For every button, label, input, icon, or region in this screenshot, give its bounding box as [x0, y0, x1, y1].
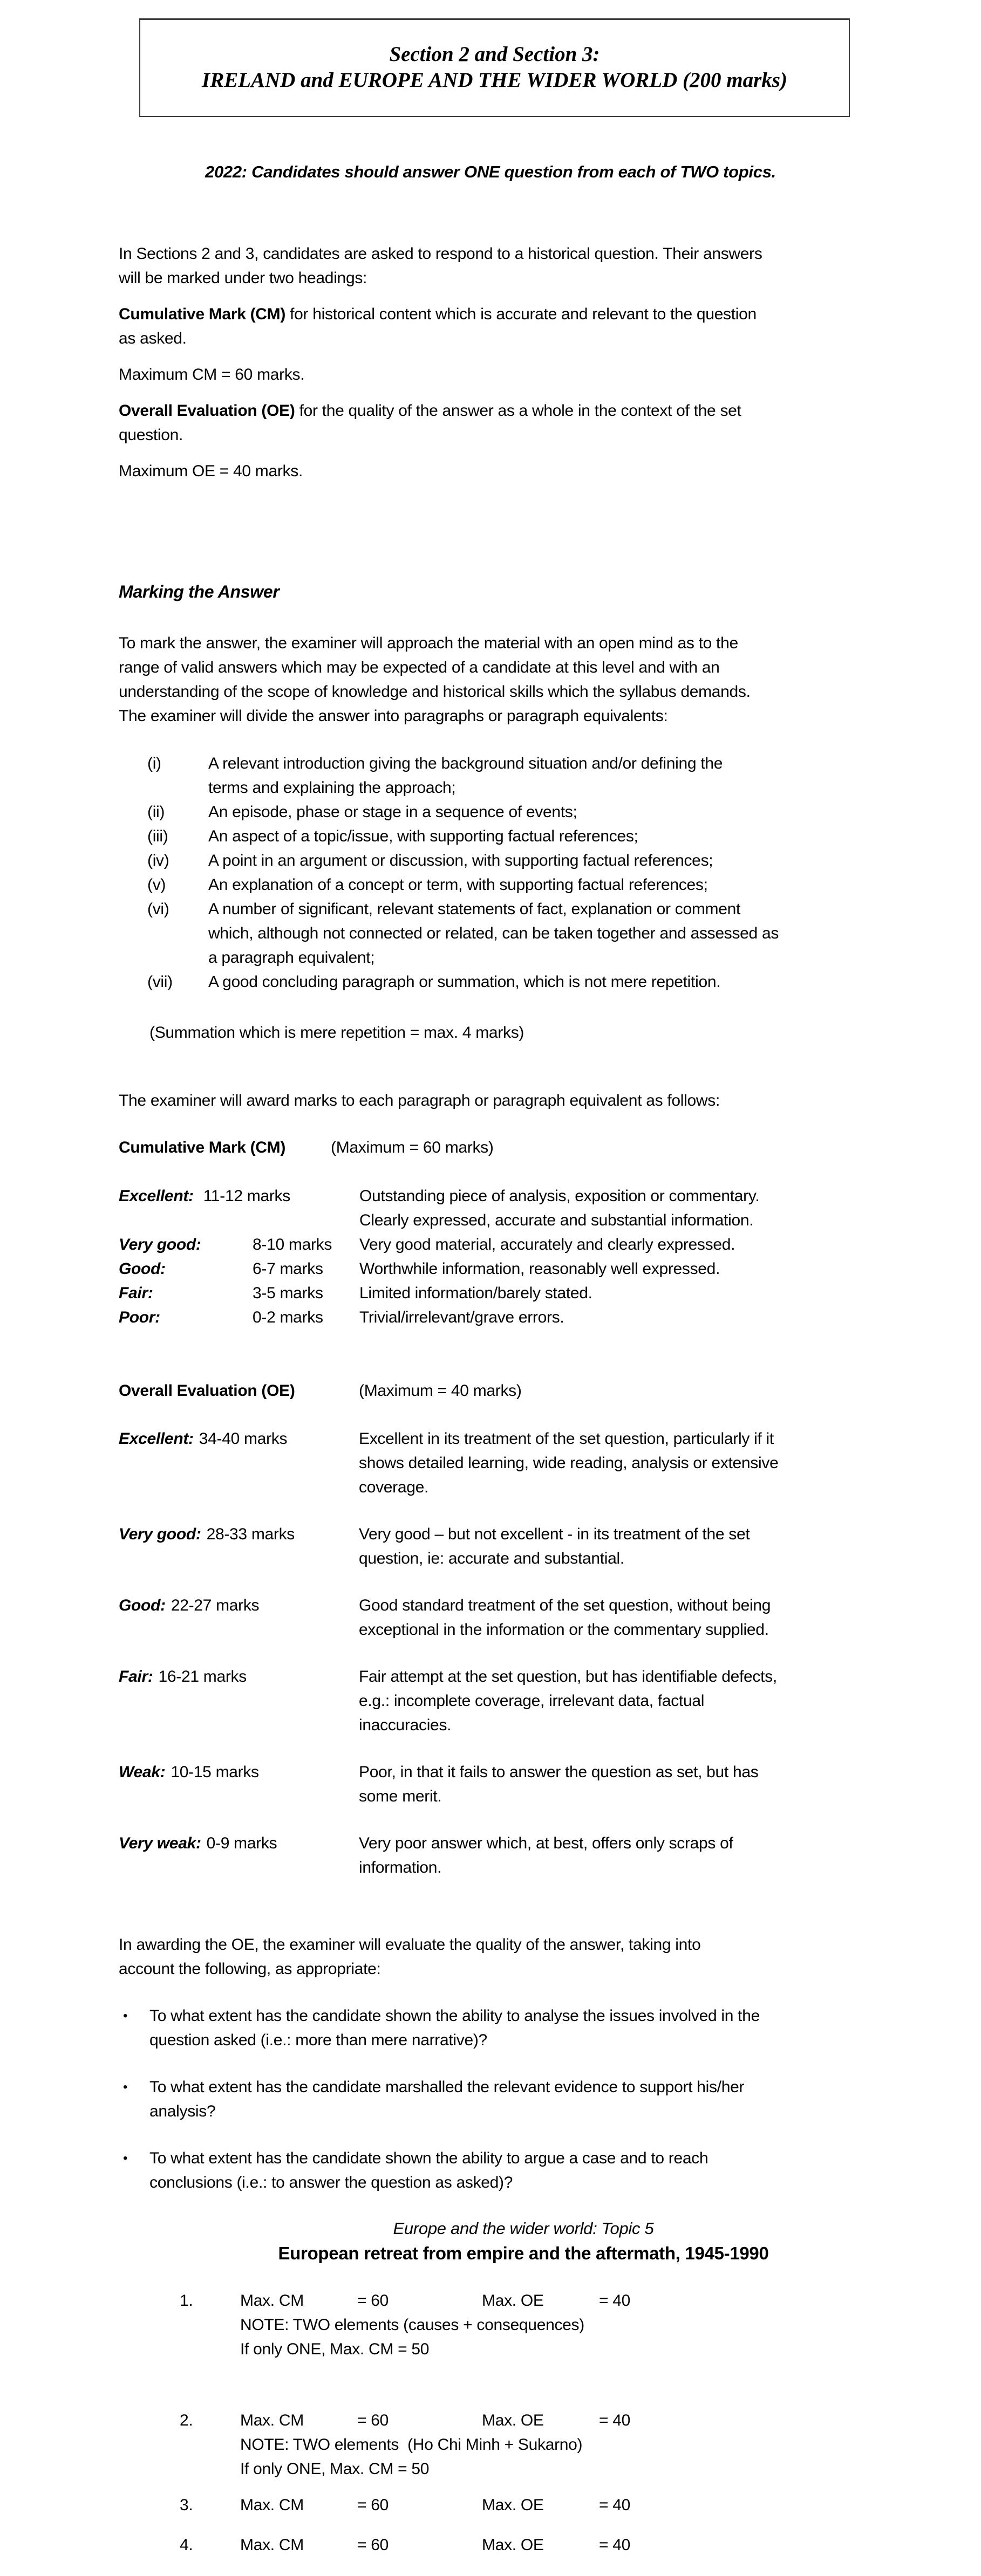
- item-line: An explanation of a concept or term, with supporting factual references;: [208, 876, 708, 894]
- paragraph-line: To mark the answer, the examiner will approach the material with an open mind as to the: [119, 634, 738, 652]
- row-label: Poor:: [119, 1308, 160, 1326]
- bullet-text: [149, 2004, 981, 2052]
- bullet-marker-icon: •: [123, 2009, 128, 2023]
- item-number: (ii): [147, 803, 165, 821]
- paragraph-line: will be marked under two headings:: [119, 269, 367, 287]
- table-row: [119, 1305, 981, 1330]
- oe-table: [119, 1427, 981, 1880]
- question-row: [180, 2533, 981, 2557]
- row-label-cell: [119, 1831, 359, 1880]
- note-line: NOTE: TWO elements (causes + consequences): [240, 2316, 584, 2334]
- paragraph-types-list: [147, 751, 981, 994]
- table-row: [119, 1593, 981, 1642]
- row-label-cell: [119, 1593, 359, 1642]
- bullet-line: To what extent has the candidate shown the ability to argue a case and to reach: [149, 2149, 708, 2167]
- cm-value: = 60: [357, 2292, 389, 2310]
- oe-table-max-note: (Maximum = 40 marks): [359, 1382, 522, 1400]
- table-row: [119, 1281, 981, 1305]
- row-label: Very good:: [119, 1236, 201, 1253]
- item-number: (i): [147, 755, 161, 772]
- criteria-list: [123, 2004, 981, 2195]
- paragraph-line: The examiner will award marks to each paragraph or paragraph equivalent as follows:: [119, 1092, 720, 1109]
- description-line: Very good material, accurately and clearly expressed.: [359, 1236, 735, 1253]
- list-item: [147, 848, 981, 873]
- row-description: [359, 1427, 981, 1499]
- bullet-line: To what extent has the candidate marshalled the relevant evidence to support his/her: [149, 2078, 745, 2096]
- item-text: [208, 873, 981, 897]
- cm-table: [119, 1184, 981, 1330]
- row-description: [359, 1232, 981, 1257]
- row-description: [359, 1184, 981, 1232]
- cm-value: = 60: [357, 2411, 389, 2429]
- description-line: Clearly expressed, accurate and substantial information.: [359, 1211, 754, 1229]
- paragraph-line: In Sections 2 and 3, candidates are asked to respond to a historical question. Their answers: [119, 245, 762, 263]
- row-description: [359, 1305, 981, 1330]
- item-line: A point in an argument or discussion, with supporting factual references;: [208, 852, 713, 869]
- row-marks: 16-21 marks: [158, 1668, 247, 1686]
- description-line: Outstanding piece of analysis, exposition or commentary.: [359, 1187, 760, 1205]
- row-marks: 8-10 marks: [253, 1236, 332, 1253]
- paragraph-line: [119, 399, 981, 423]
- description-line: exceptional in the information or the commentary supplied.: [359, 1621, 769, 1639]
- item-line: An aspect of a topic/issue, with supporting factual references;: [208, 827, 638, 845]
- question-number: 3.: [180, 2496, 193, 2514]
- cm-definition-label: Cumulative Mark (CM): [119, 305, 286, 323]
- paragraph-line: range of valid answers which may be expected of a candidate at this level and with an: [119, 659, 720, 676]
- cm-table-max-note: (Maximum = 60 marks): [331, 1139, 494, 1156]
- max-cm-label: Max. CM: [240, 2292, 304, 2310]
- row-marks: 6-7 marks: [253, 1260, 323, 1278]
- row-description: [359, 1281, 981, 1305]
- paragraph-line: [119, 302, 981, 326]
- question-number: 2.: [180, 2411, 193, 2429]
- paragraph-line: question.: [119, 426, 183, 444]
- description-line: coverage.: [359, 1478, 429, 1496]
- paragraph-line: In awarding the OE, the examiner will evaluate the quality of the answer, taking into: [119, 1936, 701, 1954]
- row-description: [359, 1760, 981, 1808]
- question-note: [240, 2433, 981, 2481]
- max-oe-label: Max. OE: [482, 2292, 544, 2310]
- bullet-marker-icon: •: [123, 2151, 128, 2166]
- question-marks-line: [180, 2289, 981, 2313]
- table-row: [119, 1184, 981, 1232]
- row-marks: 11-12 marks: [203, 1187, 290, 1205]
- row-label-cell: [119, 1664, 359, 1737]
- summation-note: [149, 1020, 981, 1045]
- question-number: 1.: [180, 2292, 193, 2310]
- bullet-line: conclusions (i.e.: to answer the question as asked)?: [149, 2174, 513, 2191]
- item-number: (vii): [147, 973, 173, 991]
- max-cm-line: [119, 362, 981, 387]
- row-label-cell: [119, 1305, 253, 1330]
- oe-table-heading: Overall Evaluation (OE): [119, 1382, 295, 1400]
- row-marks: 3-5 marks: [253, 1284, 323, 1302]
- oe-definition-rest: for the quality of the answer as a whole in the context of the set: [295, 402, 741, 420]
- row-description: [359, 1257, 981, 1281]
- award-paragraph: [119, 1088, 981, 1113]
- row-marks: 10-15 marks: [171, 1763, 259, 1781]
- description-line: Excellent in its treatment of the set question, particularly if it: [359, 1430, 774, 1448]
- paragraph-line: Maximum CM = 60 marks.: [119, 366, 305, 383]
- item-text: [208, 824, 981, 848]
- row-marks: 28-33 marks: [206, 1525, 295, 1543]
- title-box-line-1: Section 2 and Section 3:: [389, 43, 600, 66]
- item-text: [208, 751, 981, 800]
- row-description: [359, 1664, 981, 1737]
- description-line: Very poor answer which, at best, offers only scraps of: [359, 1834, 733, 1852]
- max-oe-label: Max. OE: [482, 2411, 544, 2429]
- question-row: [180, 2289, 981, 2361]
- question-row: [180, 2408, 981, 2481]
- max-oe-label: Max. OE: [482, 2536, 544, 2554]
- question-marks-line: [180, 2493, 981, 2517]
- row-description: [359, 1831, 981, 1880]
- description-line: information.: [359, 1859, 442, 1876]
- list-item: [147, 970, 981, 994]
- bullet-item: [123, 2004, 981, 2052]
- row-label-cell: [119, 1427, 359, 1499]
- intro-paragraph: [119, 242, 981, 290]
- bullet-text: [149, 2146, 981, 2195]
- instruction-2022: 2022: Candidates should answer ONE question from each of TWO topics.: [205, 162, 776, 181]
- table-row: [119, 1232, 981, 1257]
- bullet-item: [123, 2075, 981, 2123]
- paragraph-line: The examiner will divide the answer into paragraphs or paragraph equivalents:: [119, 707, 668, 725]
- title-box: [139, 18, 850, 117]
- row-label-cell: [119, 1257, 253, 1281]
- table-row: [119, 1427, 981, 1499]
- cm-table-heading: Cumulative Mark (CM): [119, 1139, 286, 1156]
- item-line: A relevant introduction giving the background situation and/or defining the: [208, 755, 723, 772]
- item-line: a paragraph equivalent;: [208, 949, 375, 967]
- item-number: (v): [147, 876, 166, 894]
- question-row: [180, 2493, 981, 2517]
- table-row: [119, 1522, 981, 1571]
- row-marks: 34-40 marks: [199, 1430, 288, 1448]
- question-note: [240, 2313, 981, 2361]
- awarding-paragraph: [119, 1933, 981, 1981]
- item-line: A number of significant, relevant statements of fact, explanation or comment: [208, 900, 741, 918]
- item-text: [208, 800, 981, 824]
- marking-paragraph: [119, 631, 981, 728]
- cm-definition-rest: for historical content which is accurate and relevant to the question: [285, 305, 757, 323]
- description-line: Poor, in that it fails to answer the question as set, but has: [359, 1763, 759, 1781]
- row-label: Very weak:: [119, 1834, 201, 1852]
- question-marks-line: [180, 2408, 981, 2433]
- list-item: [147, 873, 981, 897]
- row-label: Good:: [119, 1260, 166, 1278]
- list-item: [147, 751, 981, 800]
- max-cm-label: Max. CM: [240, 2411, 304, 2429]
- question-number: 4.: [180, 2536, 193, 2554]
- list-item: [147, 897, 981, 970]
- description-line: Fair attempt at the set question, but has identifiable defects,: [359, 1668, 777, 1686]
- row-label: Fair:: [119, 1284, 153, 1302]
- note-line: If only ONE, Max. CM = 50: [240, 2460, 430, 2478]
- row-label: Excellent:: [119, 1430, 194, 1448]
- table-row: [119, 1257, 981, 1281]
- paragraph-line: Maximum OE = 40 marks.: [119, 462, 303, 480]
- marking-heading: Marking the Answer: [119, 582, 280, 601]
- row-label: Excellent:: [119, 1187, 194, 1205]
- row-label: Weak:: [119, 1763, 166, 1781]
- paragraph-line: account the following, as appropriate:: [119, 1960, 381, 1978]
- row-label-cell: [119, 1522, 359, 1571]
- max-cm-label: Max. CM: [240, 2536, 304, 2554]
- description-line: Worthwhile information, reasonably well expressed.: [359, 1260, 720, 1278]
- title-box-line-2: IRELAND and EUROPE AND THE WIDER WORLD (200 marks): [202, 68, 787, 92]
- item-number: (vi): [147, 900, 169, 918]
- cm-value: = 60: [357, 2536, 389, 2554]
- row-marks: 0-2 marks: [253, 1308, 323, 1326]
- item-line: A good concluding paragraph or summation, which is not mere repetition.: [208, 973, 721, 991]
- bullet-line: To what extent has the candidate shown the ability to analyse the issues involved in the: [149, 2007, 760, 2025]
- oe-definition-label: Overall Evaluation (OE): [119, 402, 295, 420]
- topic-subtitle: Europe and the wider world: Topic 5: [393, 2219, 654, 2238]
- item-line: terms and explaining the approach;: [208, 779, 456, 797]
- max-oe-line: [119, 459, 981, 483]
- item-number: (iv): [147, 852, 169, 869]
- bullet-item: [123, 2146, 981, 2195]
- note-line: NOTE: TWO elements (Ho Chi Minh + Sukarno): [240, 2436, 583, 2454]
- description-line: question, ie: accurate and substantial.: [359, 1550, 624, 1567]
- bullet-line: analysis?: [149, 2102, 216, 2120]
- paragraph-line: as asked.: [119, 330, 187, 347]
- item-line: which, although not connected or related, can be taken together and assessed as: [208, 924, 779, 942]
- note-line: If only ONE, Max. CM = 50: [240, 2340, 430, 2358]
- table-row: [119, 1664, 981, 1737]
- oe-definition: [119, 399, 981, 447]
- oe-value: = 40: [599, 2292, 631, 2310]
- cm-table-header: [119, 1135, 981, 1160]
- bullet-line: question asked (i.e.: more than mere narrative)?: [149, 2031, 487, 2049]
- item-number: (iii): [147, 827, 168, 845]
- item-text: [208, 848, 981, 873]
- paragraph-line: understanding of the scope of knowledge and historical skills which the syllabus demands.: [119, 683, 751, 701]
- row-label: Good:: [119, 1597, 166, 1614]
- description-line: Very good – but not excellent - in its treatment of the set: [359, 1525, 750, 1543]
- table-row: [119, 1831, 981, 1880]
- oe-value: = 40: [599, 2411, 631, 2429]
- table-row: [119, 1760, 981, 1808]
- item-line: An episode, phase or stage in a sequence of events;: [208, 803, 577, 821]
- max-cm-label: Max. CM: [240, 2496, 304, 2514]
- description-line: Good standard treatment of the set question, without being: [359, 1597, 771, 1614]
- row-description: [359, 1522, 981, 1571]
- document-page: [0, 18, 981, 2576]
- list-item: [147, 824, 981, 848]
- row-description: [359, 1593, 981, 1642]
- row-marks: 0-9 marks: [206, 1834, 277, 1852]
- row-label-cell: [119, 1760, 359, 1808]
- description-line: some merit.: [359, 1787, 442, 1805]
- description-line: Trivial/irrelevant/grave errors.: [359, 1308, 564, 1326]
- bullet-marker-icon: •: [123, 2080, 128, 2094]
- oe-table-header: [119, 1379, 981, 1403]
- description-line: shows detailed learning, wide reading, analysis or extensive: [359, 1454, 779, 1472]
- question-marks-line: [180, 2533, 981, 2557]
- row-label-cell: [119, 1232, 253, 1257]
- topic-title: European retreat from empire and the aftermath, 1945-1990: [278, 2243, 769, 2263]
- description-line: e.g.: incomplete coverage, irrelevant data, factual: [359, 1692, 705, 1710]
- max-oe-label: Max. OE: [482, 2496, 544, 2514]
- row-label: Very good:: [119, 1525, 201, 1543]
- row-label-cell: [119, 1184, 359, 1232]
- cm-definition: [119, 302, 981, 351]
- item-text: [208, 970, 981, 994]
- description-line: inaccuracies.: [359, 1716, 452, 1734]
- row-label-cell: [119, 1281, 253, 1305]
- oe-value: = 40: [599, 2536, 631, 2554]
- bullet-text: [149, 2075, 981, 2123]
- paragraph-line: (Summation which is mere repetition = max. 4 marks): [149, 1024, 524, 1042]
- row-label: Fair:: [119, 1668, 153, 1686]
- row-marks: 22-27 marks: [171, 1597, 260, 1614]
- list-item: [147, 800, 981, 824]
- description-line: Limited information/barely stated.: [359, 1284, 592, 1302]
- oe-value: = 40: [599, 2496, 631, 2514]
- cm-value: = 60: [357, 2496, 389, 2514]
- item-text: [208, 897, 981, 970]
